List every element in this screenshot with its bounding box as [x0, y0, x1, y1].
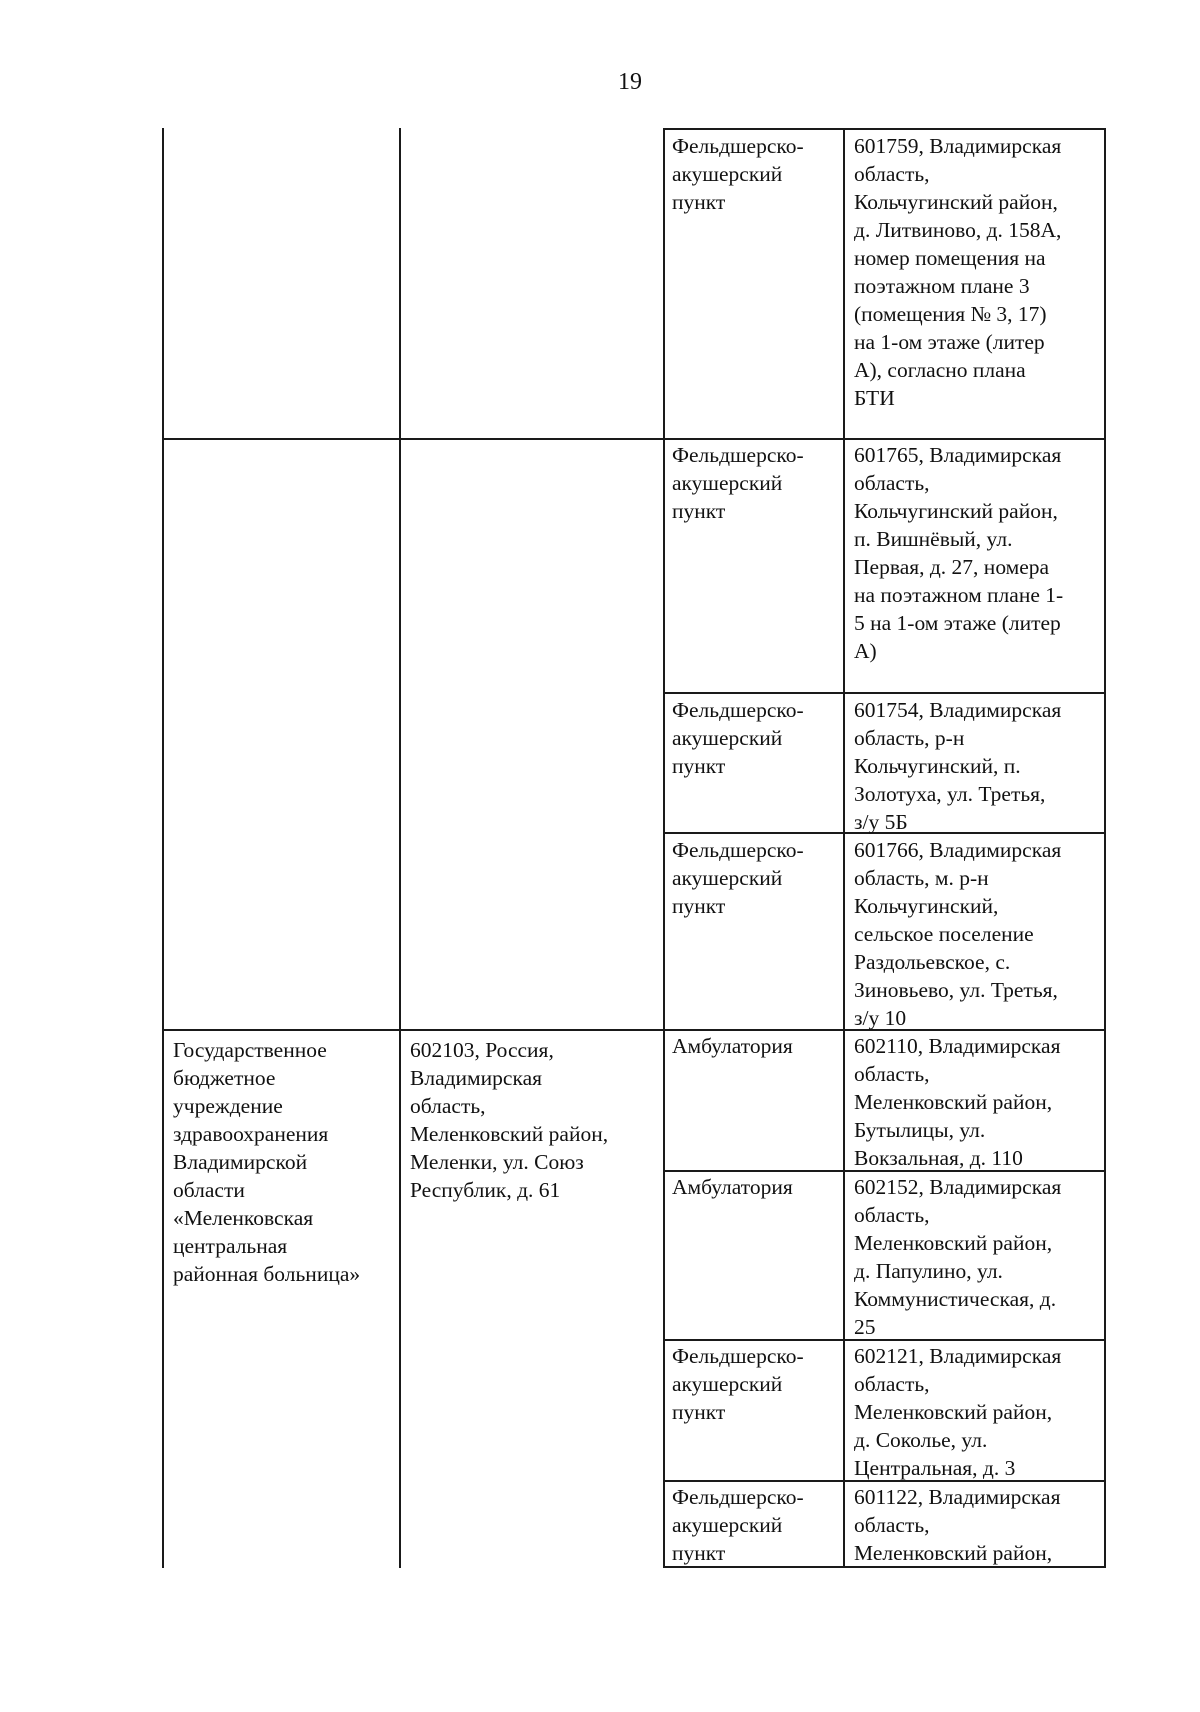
table-border-left — [162, 128, 164, 1568]
page-number: 19 — [618, 69, 642, 95]
row-divider — [663, 692, 1106, 694]
facility-address: 602152, Владимирская область, Меленковский район, д. Папулино, ул. Коммунистическая, д. 25 — [854, 1175, 1062, 1339]
facility-type: Фельдшерско- акушерский пункт — [672, 134, 804, 214]
facility-address: 601766, Владимирская область, м. р-н Кольчугинский, сельское поселение Раздольевское, с. Зиновьево, ул. Третья, з/у 10 — [854, 838, 1062, 1030]
facility-address: 601765, Владимирская область, Кольчугинский район, п. Вишнёвый, ул. Первая, д. 27, номера на поэтажном плане 1- 5 на 1-ом этаже (литер А) — [854, 443, 1064, 663]
facility-address: 601759, Владимирская область, Кольчугинский район, д. Литвиново, д. 158А, номер помещения на поэтажном плане 3 (помещения № 3, 17) на 1-ом этаже (литер А), согласно плана БТИ — [854, 134, 1062, 410]
facility-type: Фельдшерско- акушерский пункт — [672, 698, 804, 778]
table-border-col4 — [843, 128, 845, 1568]
facility-type: Амбулатория — [672, 1034, 793, 1058]
facility-address: 602121, Владимирская область, Меленковский район, д. Соколье, ул. Центральная, д. 3 — [854, 1344, 1062, 1480]
facility-address: 601754, Владимирская область, р-н Кольчугинский, п. Золотуха, ул. Третья, з/у 5Б — [854, 698, 1062, 834]
facility-address: 602110, Владимирская область, Меленковский район, Бутылицы, ул. Вокзальная, д. 110 — [854, 1034, 1061, 1170]
facility-type: Фельдшерско- акушерский пункт — [672, 443, 804, 523]
row-divider — [162, 438, 1106, 440]
table-border-col2 — [399, 128, 401, 1568]
facility-type: Фельдшерско- акушерский пункт — [672, 1485, 804, 1565]
facility-type: Амбулатория — [672, 1175, 793, 1199]
facility-type: Фельдшерско- акушерский пункт — [672, 838, 804, 918]
facility-address: 601122, Владимирская область, Меленковский район, — [854, 1485, 1061, 1565]
institution-name: Государственное бюджетное учреждение здравоохранения Владимирской области «Меленковская центральная районная больница» — [173, 1038, 361, 1286]
row-divider — [663, 128, 1106, 130]
table-border-right — [1104, 128, 1106, 1568]
facility-type: Фельдшерско- акушерский пункт — [672, 1344, 804, 1424]
table-border-col3 — [663, 128, 665, 1568]
institution-address: 602103, Россия, Владимирская область, Меленковский район, Меленки, ул. Союз Республик, д. 61 — [410, 1038, 609, 1202]
